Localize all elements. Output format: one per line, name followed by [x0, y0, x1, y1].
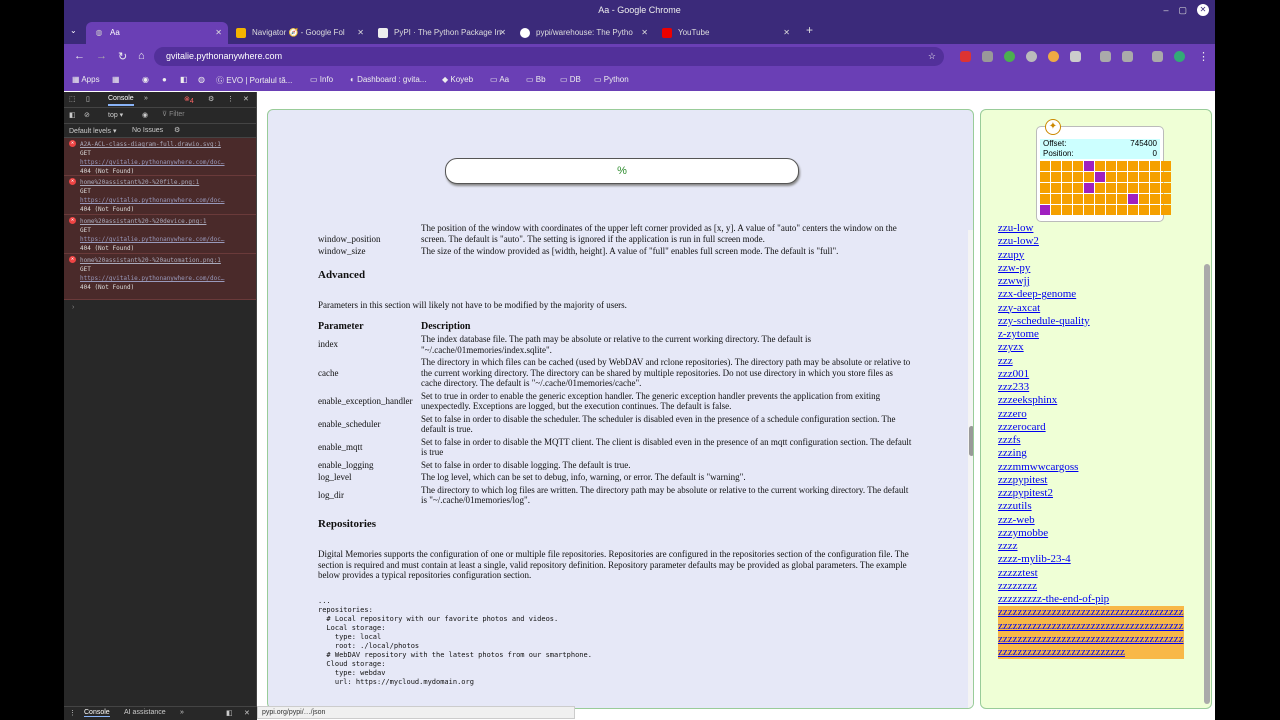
- levels-label: Default levels: [69, 128, 112, 135]
- minimap-cell[interactable]: [1117, 205, 1127, 215]
- table-row: [316, 245, 916, 258]
- tab-console[interactable]: Console: [108, 95, 134, 106]
- error-method: GET: [80, 227, 91, 234]
- minimap-cell[interactable]: [1106, 205, 1116, 215]
- minimap-cell[interactable]: [1150, 194, 1160, 204]
- table-row: [316, 484, 916, 507]
- tab-label: Navigator 🧭 - Google Fol: [252, 28, 345, 37]
- filter-input[interactable]: ⊽ Filter: [162, 111, 185, 118]
- param-desc: The log level, which can be set to debug, info, warning, or error. The default is "warning".: [421, 472, 746, 482]
- compass-icon[interactable]: ✦: [1045, 119, 1061, 135]
- error-icon: ✕: [70, 217, 74, 223]
- new-tab-icon[interactable]: +: [806, 23, 814, 37]
- minimap-cell[interactable]: [1084, 183, 1094, 193]
- minimap-cell[interactable]: [1128, 172, 1138, 182]
- error-url[interactable]: https://gvitalie.pythonanywhere.com/doc…: [80, 159, 225, 166]
- minimap-cell[interactable]: [1040, 205, 1050, 215]
- package-link[interactable]: zzzeeksphinx: [998, 394, 1058, 407]
- package-link[interactable]: zzu-low: [998, 222, 1034, 234]
- minimap-cell[interactable]: [1062, 183, 1072, 193]
- table-row: [316, 333, 916, 356]
- error-icon: ✕: [70, 140, 74, 146]
- bookmark-info[interactable]: ▭ Info: [310, 75, 334, 84]
- error-icon: ✕: [70, 178, 74, 184]
- page-content: [257, 92, 1215, 720]
- sidepanel-icon[interactable]: [1100, 51, 1111, 62]
- close-drawer-icon[interactable]: ✕: [244, 710, 250, 717]
- param-key: enable_logging: [318, 459, 374, 470]
- puzzle-icon[interactable]: [1070, 51, 1081, 62]
- package-link[interactable]: zzwwjj: [998, 275, 1030, 287]
- offset-value: 745400: [1130, 139, 1157, 148]
- tab-list-icon[interactable]: [1152, 51, 1163, 62]
- package-link[interactable]: zzzz-mylib-23-4: [998, 553, 1071, 566]
- param-desc: The directory to which log files are written. The directory path may be absolute or relative to the current working directory. The default is "~/.cache/01memories/log".: [421, 484, 909, 505]
- bookmark-apps[interactable]: ▦ Apps: [72, 75, 100, 84]
- section-intro: Parameters in this section will likely not have to be modified by the majority of users.: [318, 300, 627, 310]
- drawer-tab-ai[interactable]: AI assistance: [124, 709, 166, 716]
- package-link[interactable]: zzzymobbe: [998, 526, 1049, 539]
- clear-console-icon[interactable]: ⊘: [84, 112, 90, 119]
- param-key: enable_scheduler: [318, 418, 381, 429]
- minimap-cell[interactable]: [1040, 183, 1050, 193]
- minimap-cell[interactable]: [1073, 161, 1083, 171]
- minimap-cell[interactable]: [1051, 205, 1061, 215]
- close-tab-icon[interactable]: ✕: [357, 28, 364, 37]
- package-link[interactable]: zzz: [998, 354, 1013, 367]
- bookmark-label: Apps: [81, 75, 100, 84]
- tab-label: pypi/warehouse: The Pytho: [536, 28, 633, 37]
- minimap-cell[interactable]: [1128, 205, 1138, 215]
- bookmark-python[interactable]: ▭ Python: [594, 75, 629, 84]
- minimap-cell[interactable]: [1150, 183, 1160, 193]
- doc-scrollbar[interactable]: [968, 230, 974, 709]
- bookmark-label: DB: [569, 75, 581, 84]
- bookmark-dashboard[interactable]: ◐ Dashboard : gvita...: [350, 75, 427, 84]
- minimap-cell[interactable]: [1128, 183, 1138, 193]
- param-key: cache: [318, 367, 339, 378]
- error-count: 4: [189, 98, 194, 105]
- minimap-cell[interactable]: [1150, 172, 1160, 182]
- minimap-cell[interactable]: [1062, 161, 1072, 171]
- table-row: [316, 459, 916, 472]
- tab-label: YouTube: [678, 28, 710, 37]
- error-url[interactable]: https://gvitalie.pythonanywhere.com/doc…: [80, 197, 225, 204]
- github-icon: [520, 28, 530, 38]
- context-select[interactable]: top ▾: [108, 112, 124, 119]
- bookmark-db[interactable]: ▭ DB: [560, 75, 581, 84]
- param-key: enable_exception_handler: [318, 395, 413, 406]
- package-link[interactable]: zzzzztest: [998, 566, 1038, 579]
- minimap-cell[interactable]: [1062, 172, 1072, 182]
- param-desc: Set to false in order to disable the scheduler. The scheduler is disabled even in the presence of a schedule configuration section. The default is true.: [421, 413, 896, 434]
- globe-icon: ◍: [95, 28, 103, 37]
- package-link[interactable]: zzzero: [998, 407, 1027, 420]
- console-settings-icon[interactable]: ⚙: [174, 127, 181, 134]
- more-tabs-icon[interactable]: »: [144, 95, 148, 102]
- minimap-cell[interactable]: [1161, 183, 1171, 193]
- console-prompt[interactable]: ›: [72, 304, 75, 311]
- close-window-icon[interactable]: ✕: [1197, 4, 1209, 16]
- package-link[interactable]: zzupy: [998, 248, 1025, 261]
- bookmark-bb[interactable]: ▭ Bb: [526, 75, 546, 84]
- extension-icon[interactable]: [960, 51, 971, 62]
- window-params-table: [316, 222, 916, 258]
- minimap-cell[interactable]: [1084, 194, 1094, 204]
- extension-icon[interactable]: [1048, 51, 1059, 62]
- package-link[interactable]: zzzfs: [998, 434, 1021, 446]
- minimap-cell[interactable]: [1139, 205, 1149, 215]
- github-icon[interactable]: ◍: [198, 75, 205, 84]
- package-link[interactable]: zzzpypitest: [998, 473, 1048, 486]
- error-source[interactable]: home%20assistant%20-%20file.png:1: [80, 179, 200, 186]
- minimap-cell[interactable]: [1128, 161, 1138, 171]
- window-titlebar: [64, 0, 1215, 20]
- package-link[interactable]: zzzzzzzz: [998, 579, 1038, 592]
- devtools-panel: [64, 92, 257, 720]
- param-desc: The position of the window with coordinates of the upper left corner provided as [x, y]. A value of "auto" centers the window on the screen. The default is "auto". The setting is ignored if the application is run in full screen mode.: [421, 223, 897, 244]
- error-source[interactable]: home%20assistant%20-%20automation.png:1: [80, 257, 221, 264]
- package-link[interactable]: zzzutils: [998, 500, 1032, 513]
- console-error: [64, 254, 256, 300]
- minimap-cell[interactable]: [1117, 194, 1127, 204]
- minimap-cell[interactable]: [1106, 183, 1116, 193]
- console-error: [64, 176, 256, 215]
- reload-icon[interactable]: ↻: [118, 51, 128, 63]
- bookmark-aa[interactable]: ▭ Aa: [490, 75, 510, 84]
- close-tab-icon[interactable]: ✕: [641, 28, 648, 37]
- scrollbar-thumb[interactable]: [1204, 264, 1210, 704]
- minimap-cell[interactable]: [1095, 172, 1105, 182]
- error-count-badge[interactable]: ⊗ 4: [184, 96, 194, 105]
- bookmark-label: EVO | Portalul tă...: [226, 76, 293, 85]
- param-desc: Set to true in order to enable the generic exception handler. The generic exception handler prevents the application from exiting unexpectedly. Exceptions are logged, but the execution continues. The default is false.: [421, 390, 881, 411]
- close-tab-icon[interactable]: ✕: [783, 28, 790, 37]
- param-key: window_position: [318, 233, 381, 244]
- minimap-cell[interactable]: [1084, 161, 1094, 171]
- minimap-cell[interactable]: [1106, 172, 1116, 182]
- minimap-cell[interactable]: [1117, 172, 1127, 182]
- minimap-cell[interactable]: [1150, 205, 1160, 215]
- package-link[interactable]: zzx-deep-genome: [998, 288, 1077, 301]
- error-source[interactable]: home%20assistant%20-%20device.png:1: [80, 218, 207, 225]
- minimap-cell[interactable]: [1106, 161, 1116, 171]
- error-method: GET: [80, 188, 91, 195]
- param-desc: Set to false in order to disable logging. The default is true.: [421, 459, 631, 470]
- pypi-icon: [378, 28, 388, 38]
- param-desc: The size of the window provided as [width, height]. A value of "full" enables full screen mode. The default is "full".: [421, 246, 839, 256]
- tab-youtube[interactable]: [654, 22, 796, 44]
- bookmark-icon[interactable]: ◧: [180, 75, 188, 84]
- error-status: 404 (Not Found): [80, 284, 135, 291]
- table-header: [316, 321, 916, 334]
- minimap-cell[interactable]: [1139, 194, 1149, 204]
- scrollbar-thumb[interactable]: [969, 426, 974, 456]
- minimap-grid[interactable]: [1040, 161, 1171, 215]
- advanced-params-table: [316, 321, 916, 507]
- table-row: [316, 436, 916, 459]
- package-link[interactable]: zzy-schedule-quality: [998, 314, 1090, 327]
- param-key: window_size: [318, 246, 366, 256]
- param-key: index: [318, 339, 338, 350]
- minimap-cell[interactable]: [1139, 161, 1149, 171]
- status-link: [257, 706, 575, 719]
- bookmark-label: Info: [319, 75, 334, 84]
- table-row: [316, 356, 916, 390]
- drive-icon: [236, 28, 246, 38]
- progress-text: %: [617, 165, 627, 177]
- code-block: ... repositories: # Local repository with our favorite photos and videos. Local storage: type: local root: ./local/photos # WebDAV repository with the latest photos from our smartphone. Cloud storage: type: webdav url: https://mycloud.mydomain.org: [318, 596, 592, 686]
- minimap-cell[interactable]: [1117, 183, 1127, 193]
- drawer-menu-icon[interactable]: ⋮: [69, 710, 76, 717]
- package-link[interactable]: zzzmmwwcargoss: [998, 460, 1079, 473]
- close-tab-icon[interactable]: ✕: [499, 28, 506, 37]
- error-icon: ✕: [70, 256, 74, 262]
- back-icon[interactable]: ←: [74, 50, 85, 62]
- extension-icon[interactable]: [1004, 51, 1015, 62]
- menu-icon[interactable]: ⋮: [1198, 51, 1209, 63]
- package-link[interactable]: zzw-py: [998, 261, 1031, 274]
- minimap-cell[interactable]: [1139, 172, 1149, 182]
- console-error: [64, 138, 256, 176]
- extension-icon[interactable]: [982, 51, 993, 62]
- package-link[interactable]: zzzing: [998, 447, 1027, 460]
- more-icon[interactable]: ⋮: [227, 96, 234, 103]
- minimap-info: [1040, 139, 1160, 159]
- offset-label: Offset:: [1043, 139, 1067, 148]
- minimap-cell[interactable]: [1051, 161, 1061, 171]
- error-status: 404 (Not Found): [80, 168, 135, 175]
- bookmark-label: Bb: [535, 75, 546, 84]
- bookmark-icon[interactable]: ●: [162, 75, 167, 84]
- bookmark-koyeb[interactable]: ◆ Koyeb: [442, 75, 474, 84]
- minimap-cell[interactable]: [1062, 205, 1072, 215]
- package-link[interactable]: zzu-low2: [998, 235, 1039, 248]
- maximize-icon[interactable]: ▢: [1178, 5, 1187, 15]
- home-icon[interactable]: ⌂: [138, 50, 145, 62]
- close-devtools-icon[interactable]: ✕: [243, 96, 249, 103]
- close-tab-icon[interactable]: ✕: [215, 28, 222, 37]
- extension-icon[interactable]: [1026, 51, 1037, 62]
- progress-bar: [445, 158, 799, 184]
- settings-icon[interactable]: ⚙: [208, 96, 215, 103]
- bookmark-evo[interactable]: Ⓖ EVO | Portalul tă...: [216, 76, 293, 85]
- documentation-panel: [267, 109, 974, 709]
- filter-placeholder: Filter: [169, 111, 185, 118]
- context-value: top: [108, 112, 118, 119]
- error-source[interactable]: A2A-ACL-class-diagram-full.drawio.svg:1: [80, 141, 221, 148]
- levels-select[interactable]: Default levels ▾: [69, 128, 117, 135]
- package-link[interactable]: zzz233: [998, 381, 1030, 393]
- package-link[interactable]: zzzzzzzzz-the-end-of-pip: [998, 593, 1110, 605]
- package-link[interactable]: zzz001: [998, 367, 1030, 380]
- bookmark-icon[interactable]: ◉: [142, 75, 149, 84]
- param-key: log_dir: [318, 489, 344, 500]
- section-heading: Repositories: [318, 517, 377, 530]
- minimap-cell[interactable]: [1051, 194, 1061, 204]
- package-list: [998, 222, 1198, 659]
- package-link[interactable]: zzyzx: [998, 341, 1024, 354]
- minimap-cell[interactable]: [1128, 194, 1138, 204]
- minimap-cell[interactable]: [1095, 205, 1105, 215]
- table-row: [316, 222, 916, 245]
- position-label: Position:: [1043, 149, 1074, 158]
- address-bar[interactable]: [154, 47, 944, 66]
- minimap-cell[interactable]: [1095, 194, 1105, 204]
- error-status: 404 (Not Found): [80, 206, 135, 213]
- devtools-drawer: [64, 706, 257, 720]
- bookmark-label: Koyeb: [450, 75, 474, 84]
- error-url[interactable]: https://gvitalie.pythonanywhere.com/doc…: [80, 275, 225, 282]
- error-method: GET: [80, 150, 91, 157]
- avatar[interactable]: [1174, 51, 1185, 62]
- bookmark-star-icon[interactable]: ☆: [927, 51, 936, 61]
- tab-label: PyPI · The Python Package In: [394, 28, 502, 37]
- bookmarks-bar: [64, 69, 1215, 91]
- dock-icon[interactable]: ◧: [226, 710, 233, 717]
- minimap[interactable]: [1036, 121, 1164, 222]
- minimize-icon[interactable]: –: [1163, 5, 1169, 15]
- package-link[interactable]: zzz-web: [998, 513, 1035, 526]
- tab-aa[interactable]: [86, 22, 228, 44]
- package-link[interactable]: zzzz: [998, 540, 1018, 552]
- minimap-cell[interactable]: [1040, 161, 1050, 171]
- more-tabs-icon[interactable]: »: [180, 709, 184, 716]
- minimap-cell[interactable]: [1084, 205, 1094, 215]
- minimap-cell[interactable]: [1161, 205, 1171, 215]
- doc-content: [316, 222, 916, 687]
- split-view-icon[interactable]: [1122, 51, 1133, 62]
- tab-pypi[interactable]: [370, 22, 512, 44]
- error-method: GET: [80, 266, 91, 273]
- device-icon[interactable]: ▯: [86, 96, 90, 103]
- minimap-cell[interactable]: [1117, 161, 1127, 171]
- window-title: Aa - Google Chrome: [598, 5, 681, 15]
- issues-label[interactable]: No Issues: [132, 127, 164, 134]
- console-error: [64, 215, 256, 254]
- param-desc: Set to false in order to disable the MQTT client. The client is disabled even in the presence of an mqtt configuration section. The default is true: [421, 436, 912, 457]
- forward-icon[interactable]: →: [96, 50, 107, 62]
- error-url[interactable]: https://gvitalie.pythonanywhere.com/doc…: [80, 236, 225, 243]
- sidebar-toggle-icon[interactable]: ◧: [69, 112, 76, 119]
- minimap-cell[interactable]: [1073, 172, 1083, 182]
- table-row: [316, 471, 916, 484]
- eye-icon[interactable]: ◉: [142, 112, 149, 119]
- param-desc: The index database file. The path may be absolute or relative to the current working directory. The default is "~/.cache/01memories/index.sqlite".: [421, 334, 811, 355]
- minimap-cell[interactable]: [1040, 194, 1050, 204]
- tab-navigator[interactable]: [228, 22, 370, 44]
- address-url: gvitalie.pythonanywhere.com: [166, 51, 283, 61]
- minimap-cell[interactable]: [1161, 172, 1171, 182]
- minimap-cell[interactable]: [1161, 194, 1171, 204]
- tab-github[interactable]: [512, 22, 654, 44]
- bookmark-label: Aa: [499, 75, 510, 84]
- tab-search-icon[interactable]: ⌄: [70, 26, 77, 35]
- minimap-cell[interactable]: [1040, 172, 1050, 182]
- bookmark-label: Dashboard : gvita...: [357, 75, 427, 84]
- table-row: [316, 390, 916, 413]
- minimap-cell[interactable]: [1084, 172, 1094, 182]
- minimap-cell[interactable]: [1139, 183, 1149, 193]
- browser-toolbar: [64, 44, 1215, 69]
- param-desc: The directory in which files can be cached (used by WebDAV and rclone repositories). The directory path may be absolute or relative to the current working directory. The directory can be shared by multiple repositories. Do not use directory in which you store files as cache directory. The default is "~/.cache/01memories/cache".: [421, 357, 911, 388]
- section-heading: Advanced: [318, 268, 366, 281]
- bookmark-label: Python: [603, 75, 629, 84]
- minimap-cell[interactable]: [1150, 161, 1160, 171]
- package-link[interactable]: z-zytome: [998, 328, 1039, 340]
- package-scrollbar[interactable]: [1203, 234, 1211, 709]
- table-row: [316, 413, 916, 436]
- package-link[interactable]: zzzpypitest2: [998, 487, 1053, 499]
- tab-label: Aa: [110, 28, 120, 37]
- status-link-text: pypi.org/pypi/…/json: [262, 709, 326, 716]
- minimap-cell[interactable]: [1073, 183, 1083, 193]
- col-header-param: Parameter: [318, 320, 364, 332]
- package-link[interactable]: zzzerocard: [998, 420, 1046, 433]
- minimap-cell[interactable]: [1095, 161, 1105, 171]
- param-key: enable_mqtt: [318, 441, 363, 452]
- section-intro: Digital Memories supports the configuration of one or multiple file repositories. Repositories are configured in the repositories section of the configuration file. The section is required and must contain at least a single, valid repository definition. Repository parameter defaults may be provided as global parameters. The example below provides a typical repositories configuration section.: [318, 549, 909, 580]
- position-value: 0: [1152, 149, 1157, 158]
- package-panel: [980, 109, 1212, 709]
- inspect-icon[interactable]: ⬚: [69, 96, 76, 103]
- package-link[interactable]: zzy-axcat: [998, 301, 1041, 314]
- minimap-cell[interactable]: [1161, 161, 1171, 171]
- minimap-cell[interactable]: [1095, 183, 1105, 193]
- minimap-cell[interactable]: [1051, 172, 1061, 182]
- minimap-cell[interactable]: [1051, 183, 1061, 193]
- param-key: log_level: [318, 472, 352, 482]
- minimap-cell[interactable]: [1106, 194, 1116, 204]
- minimap-cell[interactable]: [1062, 194, 1072, 204]
- package-link-highlighted[interactable]: zzzzzzzzzzzzzzzzzzzzzzzzzzzzzzzzzzzzzzzzzzzzzzzzzzzzzzzzzzzzzzzzzzzzzzzzzzzzzzzzzzzzzzzzzzzzzzzzzzzzzzzzzzzzzzzzzzzzzzzzzzzzzzzzzzzzzzzzzzzz: [998, 606, 1184, 658]
- tab-strip: [64, 20, 1215, 44]
- col-header-desc: Description: [421, 320, 471, 332]
- minimap-cell[interactable]: [1073, 194, 1083, 204]
- drawer-tab-console[interactable]: Console: [84, 709, 110, 716]
- error-status: 404 (Not Found): [80, 245, 135, 252]
- minimap-cell[interactable]: [1073, 205, 1083, 215]
- youtube-icon: [662, 28, 672, 38]
- grid-icon[interactable]: ▦: [112, 75, 120, 84]
